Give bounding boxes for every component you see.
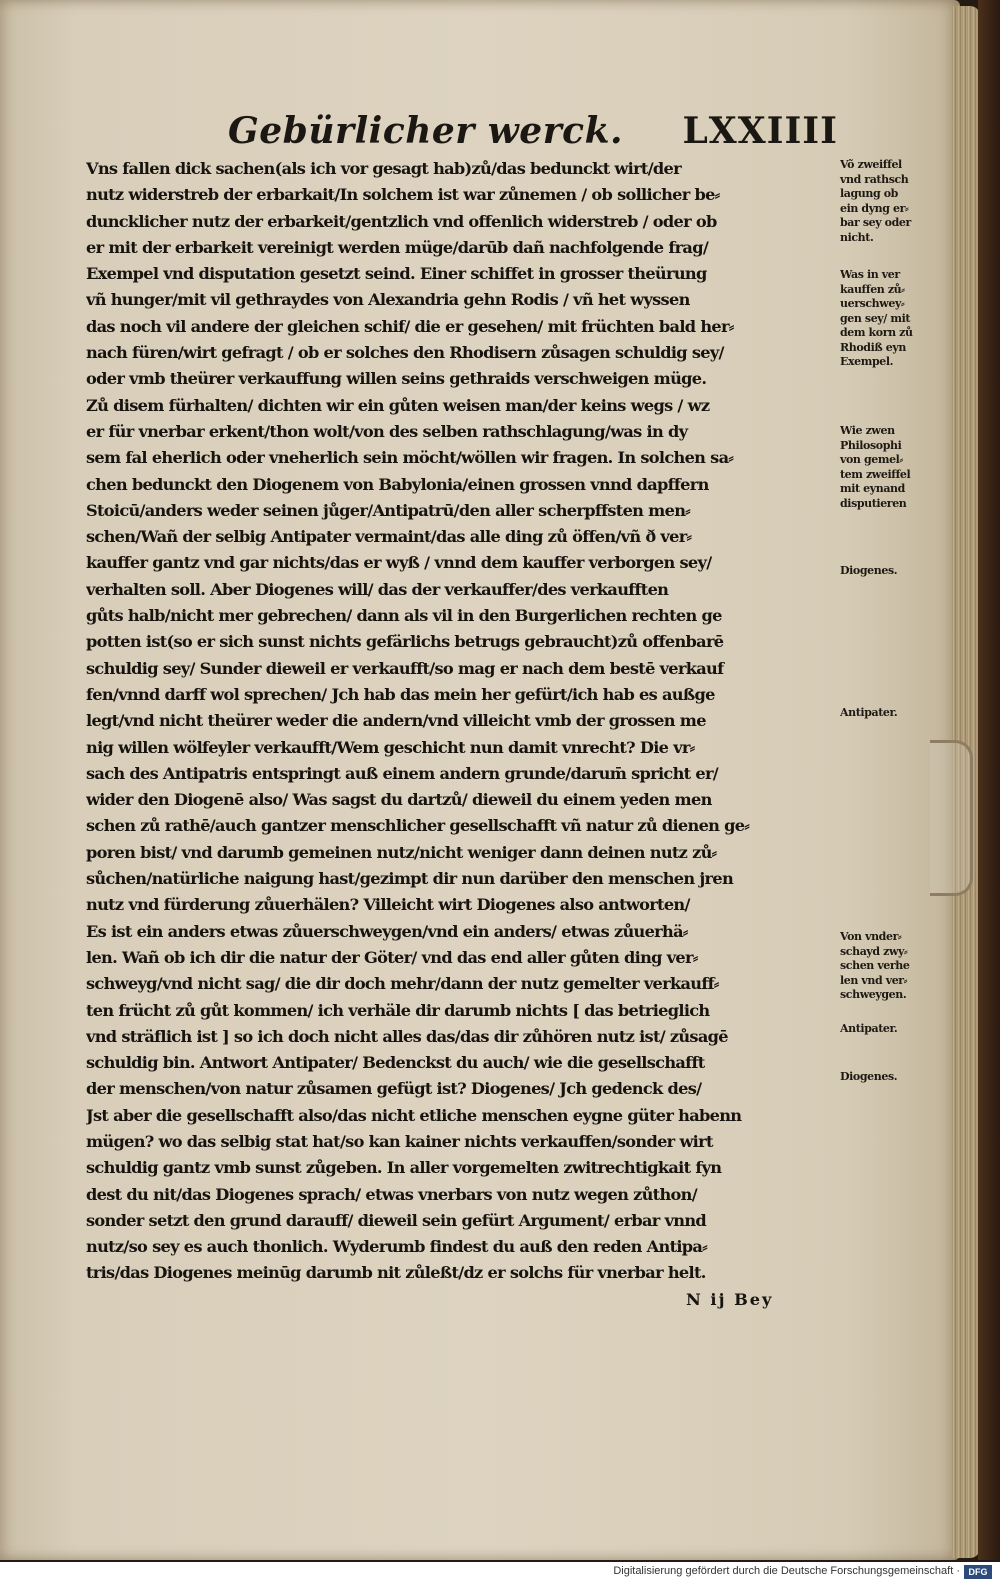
text-line: der menschen/von natur zůsamen gefügt ist? Diogenes/ Jch gedenck des/ xyxy=(86,1079,702,1099)
margin-note-antipater-1 xyxy=(840,706,940,721)
text-line: schen zů rathē/auch gantzer menschlicher gesellschafft vñ natur zů dienen ge⸗ xyxy=(86,816,750,836)
text-line: Exempel vnd disputation gesetzt seind. Einer schiffet in grosser theürung xyxy=(86,264,707,284)
text-line: sůchen/natürliche naigung hast/gezimpt dir nun darüber den menschen jren xyxy=(86,869,734,889)
text-line: schen/Wañ der selbig Antipater vermaint/das alle ding zů öffen/vñ ð ver⸗ xyxy=(86,527,692,547)
page-clasp xyxy=(930,740,973,896)
text-line: sonder setzt den grund darauff/ dieweil sein gefürt Argument/ erbar vnnd xyxy=(86,1210,707,1230)
text-line: poren bist/ vnd darumb gemeinen nutz/nicht weniger dann deinen nutz zů⸗ xyxy=(86,842,717,862)
text-line: N ij Bey xyxy=(686,1289,774,1309)
margin-note-line: len vnd ver⸗ xyxy=(840,973,907,987)
dfg-logo: DFG xyxy=(964,1565,992,1579)
margin-note-line: tem zweiffel xyxy=(840,467,911,481)
text-line: chen bedunckt den Diogenem von Babylonia/einen grossen vnnd dapffern xyxy=(86,474,709,494)
margin-note-philosophi xyxy=(840,424,940,511)
margin-note-line: mit eynand xyxy=(840,482,905,495)
margin-note-line: Philosophi xyxy=(840,438,902,452)
margin-note-line: Võ zweiffel xyxy=(840,158,902,171)
text-line: schuldig bin. Antwort Antipater/ Bedenckst du auch/ wie die gesellschafft xyxy=(86,1053,705,1073)
text-line: sach des Antipatris entspringt auß einem andern grunde/darum̄ spricht er/ xyxy=(86,763,719,783)
running-title: Gebürlicher werck. xyxy=(228,110,624,152)
margin-note-line: von gemel⸗ xyxy=(840,453,903,466)
text-line: fen/vnnd darff wol sprechen/ Jch hab das mein her gefürt/ich hab es außge xyxy=(86,684,715,704)
text-line: schuldig sey/ Sunder dieweil er verkaufft/so mag er nach dem bestē verkauf xyxy=(86,658,724,678)
text-line: nig willen wölfeyler verkaufft/Wem geschicht nun damit vnrecht? Die vr⸗ xyxy=(86,737,695,757)
margin-note-line: Was in ver xyxy=(840,268,900,281)
margin-note-line: Rhodiß eyn xyxy=(840,340,906,354)
text-line: Stoicū/anders weder seinen jůger/Antipatrū/den aller scherpffsten men⸗ xyxy=(86,500,690,520)
folio-number: LXXIIII xyxy=(682,110,838,152)
margin-note-line: vnd rathsch xyxy=(840,172,909,186)
text-line: er mit der erbarkeit vereinigt werden müge/darūb dañ nachfolgende frag/ xyxy=(86,237,709,257)
text-line: verhalten soll. Aber Diogenes will/ das der verkauffer/des verkaufften xyxy=(86,579,669,599)
text-line: er für vnerbar erkent/thon wolt/von des selben rathschlagung/was in dy xyxy=(86,421,688,441)
text-line: potten ist(so er sich sunst nichts gefärlichs betrugs gebraucht)zů offenbarē xyxy=(86,632,724,652)
text-line: nutz/so sey es auch thonlich. Wyderumb findest du auß den reden Antipa⸗ xyxy=(86,1237,707,1257)
margin-note-line: nicht. xyxy=(840,230,874,244)
margin-note-line: disputieren xyxy=(840,496,907,510)
text-line: mügen? wo das selbig stat hat/so kan kainer nichts verkauffen/sonder wirt xyxy=(86,1131,713,1151)
text-line: kauffer gantz vnd gar nichts/das er wyß / vnnd dem kauffer verborgen sey/ xyxy=(86,553,712,573)
text-line: Zů disem fürhalten/ dichten wir ein gůten weisen man/der keins wegs / wz xyxy=(86,395,710,415)
text-line: sem fal eherlich oder vneherlich sein möcht/wöllen wir fragen. In solchen sa⸗ xyxy=(86,448,734,468)
text-line: nach füren/wirt gefragt / ob er solches den Rhodisern zůsagen schuldig sey/ xyxy=(86,343,724,363)
margin-note-line: Antipater. xyxy=(840,706,898,719)
margin-note-line: lagung ob xyxy=(840,187,898,200)
funding-credit: Digitalisierung gefördert durch die Deutsche Forschungsgemeinschaft · xyxy=(613,1565,960,1577)
margin-note-line: bar sey oder xyxy=(840,216,911,229)
text-line: gůts halb/nicht mer gebrechen/ dann als vil in den Burgerlichen rechten ge xyxy=(86,606,722,626)
text-line: dest du nit/das Diogenes sprach/ etwas vnerbars von nutz wegen zůthon/ xyxy=(86,1184,697,1204)
margin-note-diogenes-1 xyxy=(840,564,940,579)
margin-note-line: ein dyng er⸗ xyxy=(840,201,909,215)
text-line: schweyg/vnd nicht sag/ die dir doch mehr/dann der nutz gemelter verkauff⸗ xyxy=(86,974,719,994)
margin-note-line: schen verhe xyxy=(840,959,910,972)
margin-note-line: schayd zwy⸗ xyxy=(840,944,908,958)
book-binding-edge xyxy=(978,0,1000,1560)
margin-note-line: Wie zwen xyxy=(840,424,895,437)
margin-note-line: Antipater. xyxy=(840,1022,898,1035)
text-line: schuldig gantz vmb sunst zůgeben. In aller vorgemelten zwitrechtigkait fyn xyxy=(86,1158,722,1178)
margin-note-line: gen sey/ mit xyxy=(840,311,911,325)
text-line: vñ hunger/mit vil gethraydes von Alexandria gehn Rodis / vñ het wyssen xyxy=(86,290,690,310)
text-line: len. Wañ ob ich dir die natur der Göter/ vnd das end aller gůten ding ver⸗ xyxy=(86,947,698,967)
margin-note-zweiffel xyxy=(840,158,940,245)
text-line: oder vmb theürer verkauffung willen seins gethraids verschweigen müge. xyxy=(86,369,707,389)
text-line: nutz widerstreb der erbarkait/In solchem ist war zůnemen / ob sollicher be⸗ xyxy=(86,185,720,205)
margin-note-verkauffen xyxy=(840,268,940,370)
margin-note-line: schweygen. xyxy=(840,988,907,1001)
text-line: Jst aber die gesellschafft also/das nicht etliche menschen eygne güter habenn xyxy=(86,1105,742,1125)
margin-note-line: uerschwey⸗ xyxy=(840,297,905,310)
margin-note-diogenes-2 xyxy=(840,1070,940,1085)
text-line: Es ist ein anders etwas zůuerschweygen/vnd ein anders/ etwas zůuerhä⸗ xyxy=(86,921,688,941)
margin-note-line: kauffen zů⸗ xyxy=(840,282,905,296)
margin-note-line: Exempel. xyxy=(840,355,894,368)
margin-note-line: Diogenes. xyxy=(840,564,898,577)
text-line: legt/vnd nicht theürer weder die andern/vnd villeicht vmb der grossen me xyxy=(86,711,706,731)
margin-note-line: Diogenes. xyxy=(840,1070,898,1083)
margin-note-antipater-2 xyxy=(840,1022,940,1037)
text-line: nutz vnd fürderung zůuerhälen? Villeicht wirt Diogenes also antworten/ xyxy=(86,895,690,915)
text-line: vnd sträflich ist ] so ich doch nicht alles das/das dir zůhören nutz ist/ zůsagē xyxy=(86,1026,728,1046)
main-text-block xyxy=(86,156,834,1313)
text-line: wider den Diogenē also/ Was sagst du dartzů/ dieweil du einem yeden men xyxy=(86,790,712,810)
text-line: Vns fallen dick sachen(als ich vor gesagt hab)zů/das bedunckt wirt/der xyxy=(86,159,681,178)
margin-note-line: Von vnder⸗ xyxy=(840,930,902,943)
running-header xyxy=(228,110,838,158)
text-line: ten frücht zů gůt kommen/ ich verhäle dir darumb nichts [ das betrieglich xyxy=(86,1000,710,1020)
margin-note-vnderschayd xyxy=(840,930,940,1003)
margin-note-line: dem korn zů xyxy=(840,326,913,339)
text-line: das noch vil andere der gleichen schif/ die er gesehen/ mit früchten bald her⸗ xyxy=(86,316,734,336)
text-line: tris/das Diogenes meinūg darumb nit zůleßt/dz er solchs für vnerbar helt. xyxy=(86,1263,706,1283)
footer-bar xyxy=(0,1562,1000,1584)
text-line: duncklicher nutz der erbarkeit/gentzlich vnd offenlich widerstreb / oder ob xyxy=(86,211,717,231)
